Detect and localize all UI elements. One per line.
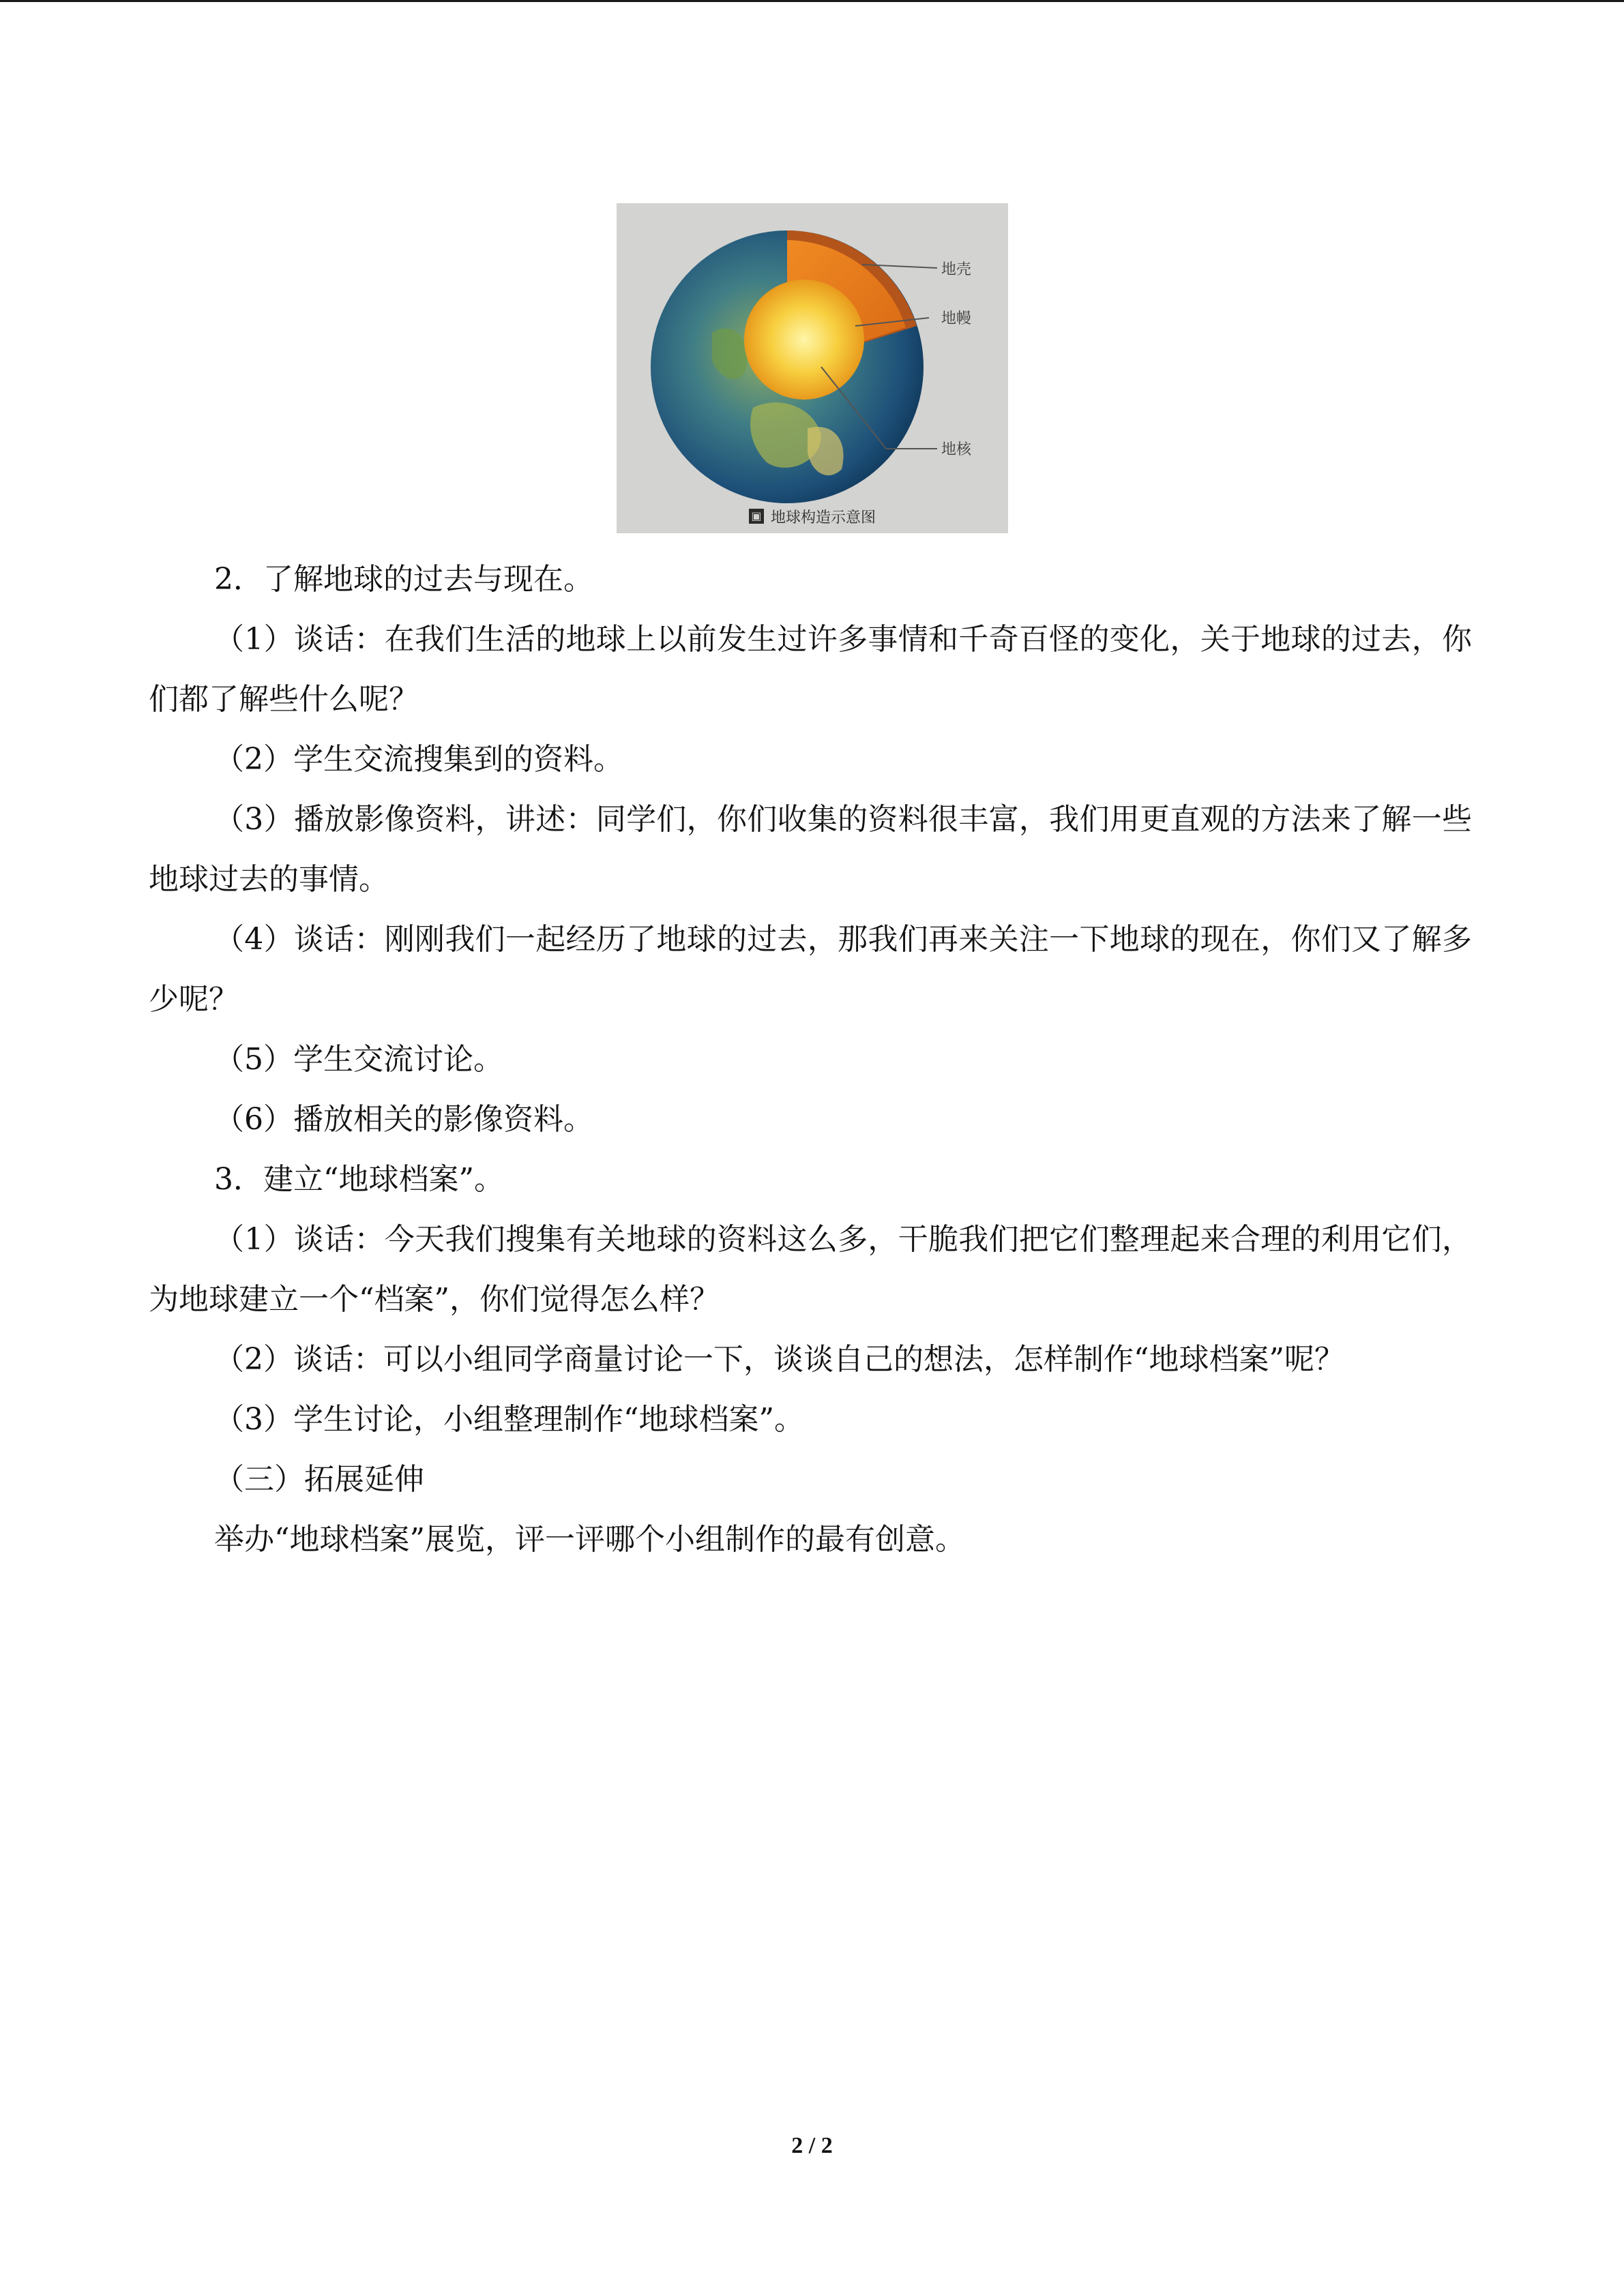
paragraph: （3）播放影像资料，讲述：同学们，你们收集的资料很丰富，我们用更直观的方法来了解一些地球过去的事情。 (149, 802, 1472, 897)
core-label: 地核 (941, 441, 972, 458)
paragraph: （2）谈话：可以小组同学商量讨论一下，谈谈自己的想法，怎样制作“地球档案”呢？ (214, 1342, 1344, 1377)
mantle-label: 地幔 (941, 310, 972, 327)
paragraph: （5）学生交流讨论。 (214, 1042, 503, 1077)
paragraph: 2．了解地球的过去与现在。 (214, 562, 593, 597)
paragraph: （三）拓展延伸 (214, 1462, 424, 1497)
camera-icon: ▣ (749, 509, 764, 524)
paragraph: 举办“地球档案”展览，评一评哪个小组制作的最有创意。 (214, 1522, 965, 1557)
paragraph: （3）学生讨论，小组整理制作“地球档案”。 (214, 1402, 804, 1437)
paragraph: （1）谈话：在我们生活的地球上以前发生过许多事情和千奇百怪的变化，关于地球的过去，你们都了解些什么呢？ (149, 622, 1472, 717)
paragraph: （4）谈话：刚刚我们一起经历了地球的过去，那我们再来关注一下地球的现在，你们又了解多少呢？ (149, 922, 1472, 1017)
page-number: 2 / 2 (791, 2133, 833, 2158)
earth-cutaway-illustration (617, 203, 1008, 533)
earth-structure-figure (617, 203, 1008, 533)
top-border-line (0, 0, 1624, 2)
core-layer (744, 280, 864, 400)
crust-label: 地壳 (941, 261, 972, 278)
figure-caption-text: 地球构造示意图 (770, 509, 876, 526)
paragraph: （2）学生交流搜集到的资料。 (214, 742, 623, 777)
figure-caption (617, 499, 1008, 533)
paragraph: 3．建立“地球档案”。 (214, 1162, 504, 1197)
lesson-body (149, 550, 1472, 1570)
paragraph: （6）播放相关的影像资料。 (214, 1102, 593, 1137)
paragraph: （1）谈话：今天我们搜集有关地球的资料这么多，干脆我们把它们整理起来合理的利用它们，为地球建立一个“档案”，你们觉得怎么样？ (149, 1222, 1472, 1317)
